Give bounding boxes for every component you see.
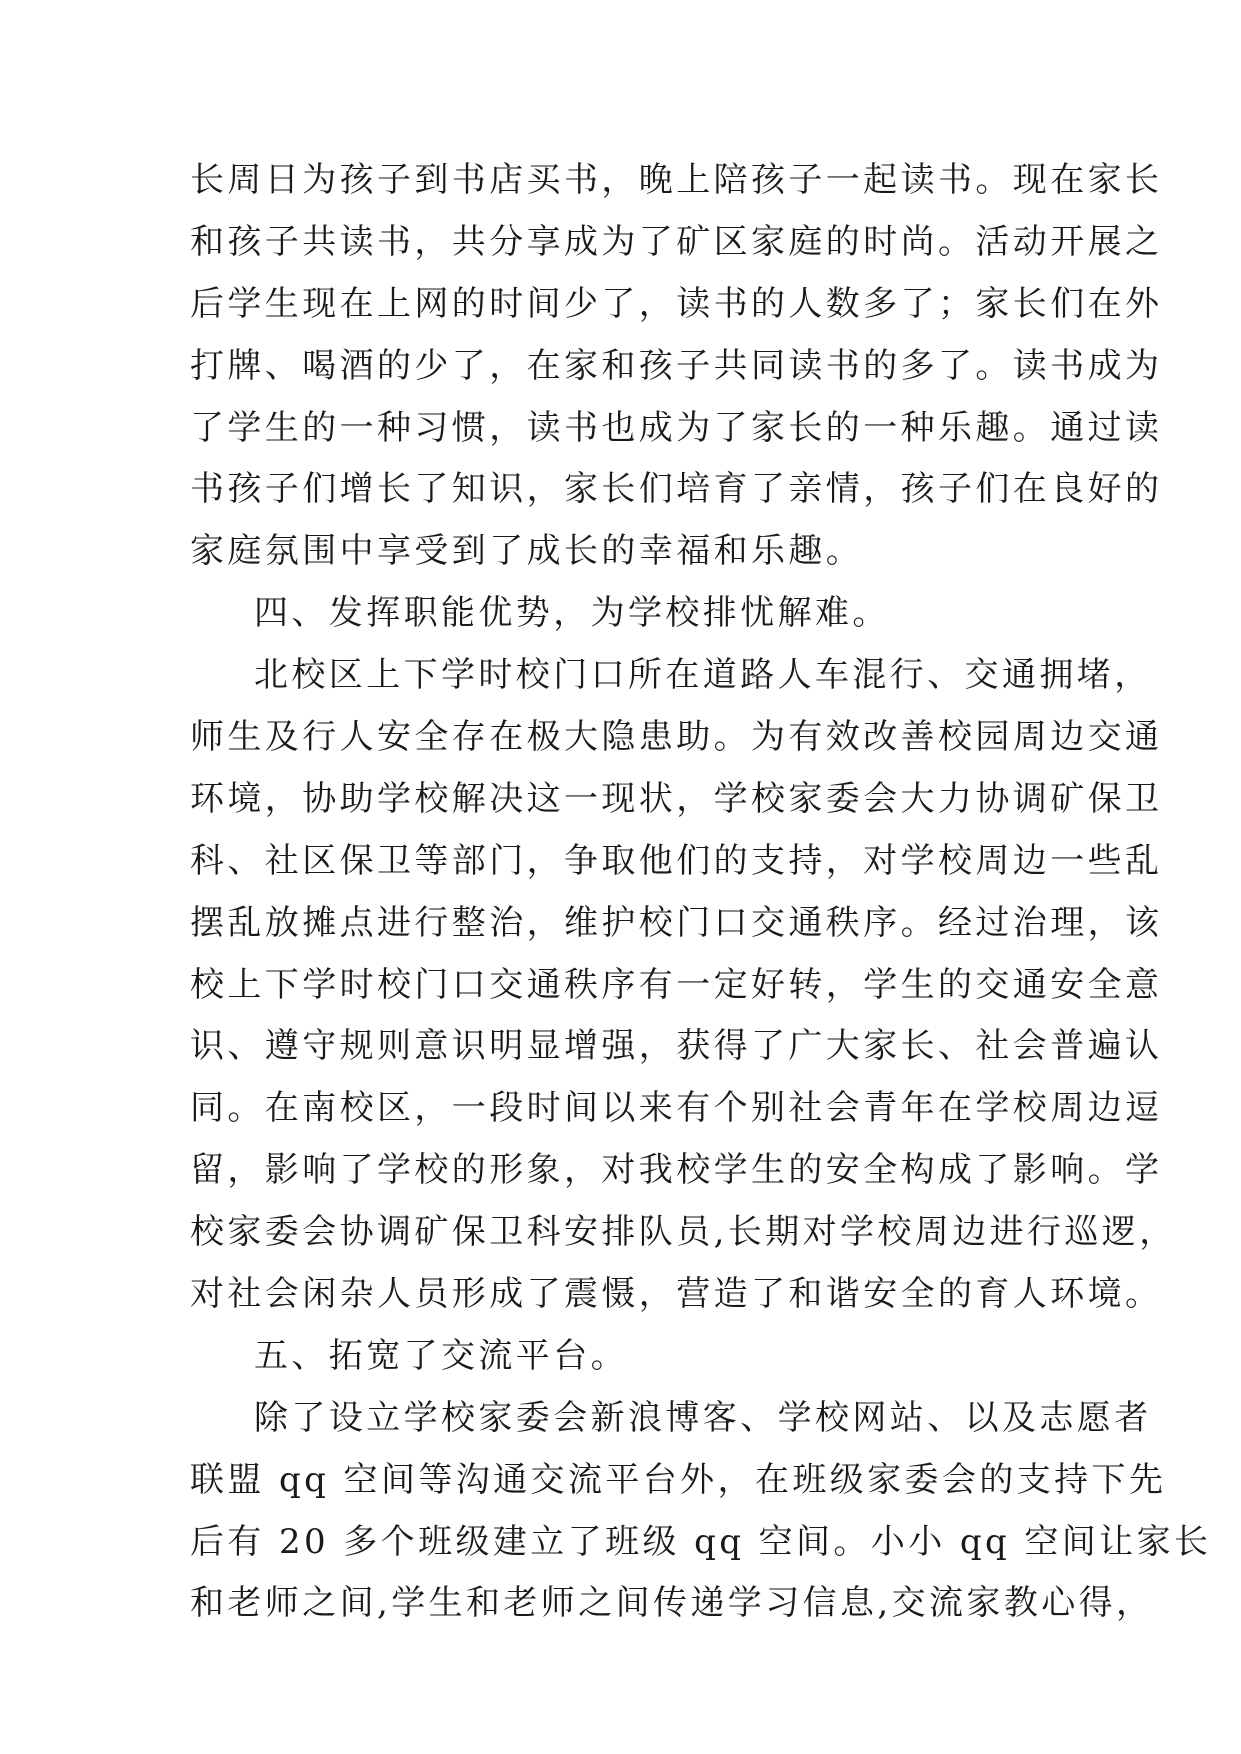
text-line: 了学生的一种习惯，读书也成为了家长的一种乐趣。通过读 <box>190 407 1163 448</box>
text-line: 对社会闲杂人员形成了震慑，营造了和谐安全的育人环境。 <box>190 1274 1163 1315</box>
section-heading-5: 五、拓宽了交流平台。 <box>254 1335 628 1376</box>
text-line: 除了设立学校家委会新浪博客、学校网站、以及志愿者 <box>254 1397 1152 1438</box>
text-line: 同。在南校区，一段时间以来有个别社会青年在学校周边逗 <box>190 1088 1163 1129</box>
text-line: 书孩子们增长了知识，家长们培育了亲情，孩子们在良好的 <box>190 469 1163 510</box>
text-line: 联盟 qq 空间等沟通交流平台外，在班级家委会的支持下先 <box>190 1459 1167 1500</box>
text-line: 科、社区保卫等部门，争取他们的支持，对学校周边一些乱 <box>190 840 1163 881</box>
text-line: 打牌、喝酒的少了，在家和孩子共同读书的多了。读书成为 <box>190 345 1163 386</box>
body-text <box>190 150 1212 1635</box>
text-line: 家庭氛围中享受到了成长的幸福和乐趣。 <box>190 531 864 572</box>
text-line: 摆乱放摊点进行整治，维护校门口交通秩序。经过治理，该 <box>190 902 1163 943</box>
text-line: 校家委会协调矿保卫科安排队员,长期对学校周边进行巡逻， <box>190 1212 1177 1253</box>
text-line: 后有 20 多个班级建立了班级 qq 空间。小小 qq 空间让家长 <box>190 1521 1212 1562</box>
section-heading-4: 四、发挥职能优势，为学校排忧解难。 <box>254 593 890 634</box>
text-line: 长周日为孩子到书店买书，晚上陪孩子一起读书。现在家长 <box>190 160 1163 200</box>
text-line: 校上下学时校门口交通秩序有一定好转，学生的交通安全意 <box>190 964 1163 1005</box>
text-line: 师生及行人安全存在极大隐患助。为有效改善校园周边交通 <box>190 717 1163 758</box>
text-line: 环境，协助学校解决这一现状，学校家委会大力协调矿保卫 <box>190 778 1163 819</box>
text-line: 北校区上下学时校门口所在道路人车混行、交通拥堵， <box>254 655 1152 696</box>
text-line: 和老师之间,学生和老师之间传递学习信息,交流家教心得， <box>190 1583 1154 1624</box>
text-line: 后学生现在上网的时间少了，读书的人数多了；家长们在外 <box>190 283 1163 324</box>
text-line: 留，影响了学校的形象，对我校学生的安全构成了影响。学 <box>190 1150 1163 1191</box>
text-line: 和孩子共读书，共分享成为了矿区家庭的时尚。活动开展之 <box>190 221 1163 262</box>
text-line: 识、遵守规则意识明显增强，获得了广大家长、社会普遍认 <box>190 1026 1163 1067</box>
